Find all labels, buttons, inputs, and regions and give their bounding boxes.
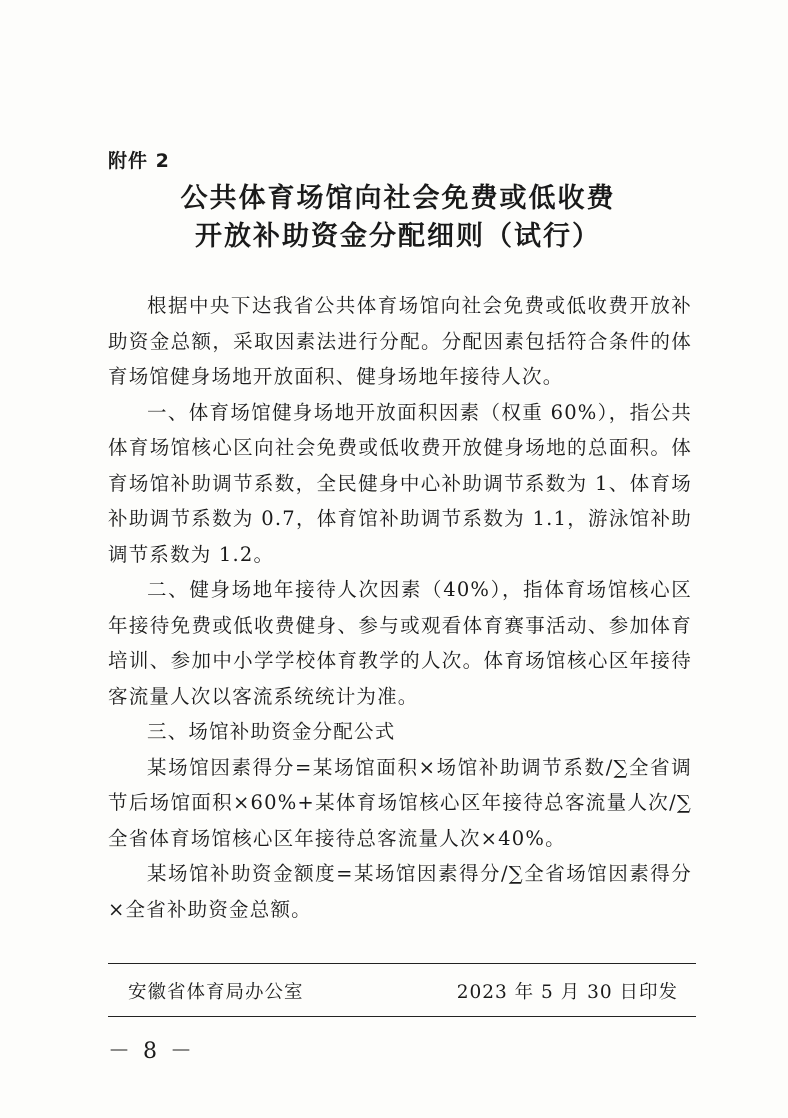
paragraph-area-factor: 一、体育场馆健身场地开放面积因素（权重 60%），指公共体育场馆核心区向社会免费或低收费开放健身场地的总面积。体育场馆补助调节系数，全民健身中心补助调节系数为 1、体育场补助调节系数为 0.7，体育馆补助调节系数为 1.1，游泳馆补助调节系数为 1.2。 (108, 400, 692, 566)
paragraph-visitor-factor: 二、健身场地年接待人次因素（40%），指体育场馆核心区年接待免费或低收费健身、参与或观看体育赛事活动、参加体育培训、参加中小学学校体育教学的人次。体育场馆核心区年接待客流量人次以客流系统统计为准。 (108, 578, 692, 708)
footer-top-rule (108, 963, 696, 964)
paragraph-formula-heading: 三、场馆补助资金分配公式 (147, 720, 396, 743)
document-body (108, 288, 692, 927)
page-number: － 8 － (108, 1039, 195, 1064)
paragraph-score-formula: 某场馆因素得分=某场馆面积×场馆补助调节系数/∑全省调节后场馆面积×60%+某体育场馆核心区年接待总客流量人次/∑全省体育场馆核心区年接待总客流量人次×40%。 (108, 755, 692, 850)
attachment-label: 附件 2 (108, 150, 170, 172)
document-title-line-2: 开放补助资金分配细则（试行） (195, 221, 601, 252)
footer-print-date: 2023 年 5 月 30 日印发 (456, 982, 678, 1003)
paragraph-amount-formula: 某场馆补助资金额度=某场馆因素得分/∑全省场馆因素得分×全省补助资金总额。 (108, 862, 692, 921)
footer-issuer: 安徽省体育局办公室 (128, 982, 304, 1003)
footer-bottom-rule (108, 1016, 696, 1017)
paragraph-intro: 根据中央下达我省公共体育场馆向社会免费或低收费开放补助资金总额，采取因素法进行分配。分配因素包括符合条件的体育场馆健身场地开放面积、健身场地年接待人次。 (108, 294, 692, 388)
document-title-line-1: 公共体育场馆向社会免费或低收费 (180, 183, 616, 214)
